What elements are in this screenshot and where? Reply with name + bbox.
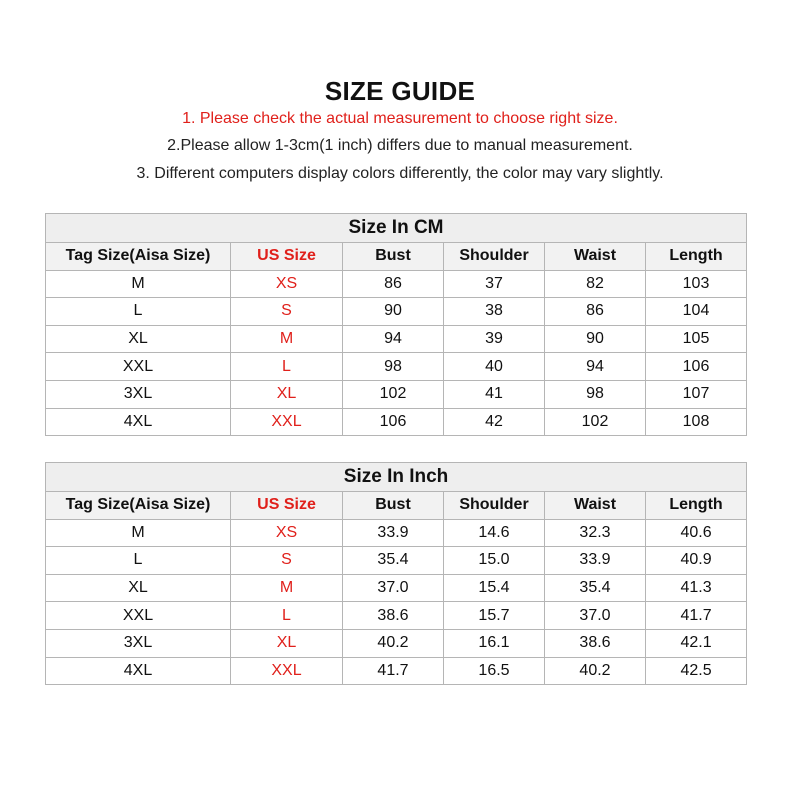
cell-us-size: S: [231, 547, 343, 575]
header-row: [46, 243, 747, 271]
cell-shoulder: 16.5: [444, 657, 545, 685]
cell-length: 41.7: [646, 602, 747, 630]
cell-us-size: M: [231, 325, 343, 353]
cell-us-size: XS: [231, 270, 343, 298]
size-table-cm: [45, 213, 747, 436]
cell-waist: 98: [545, 380, 646, 408]
cell-length: 40.9: [646, 547, 747, 575]
cell-shoulder: 39: [444, 325, 545, 353]
table-row: [46, 298, 747, 326]
table-row: [46, 602, 747, 630]
cell-bust: 98: [343, 353, 444, 381]
cell-length: 107: [646, 380, 747, 408]
cell-shoulder: 42: [444, 408, 545, 436]
cell-tag-size: XL: [46, 574, 231, 602]
column-header-shoulder: Shoulder: [444, 243, 545, 271]
note-2: 2.Please allow 1-3cm(1 inch) differs due to manual measurement.: [167, 137, 633, 154]
cell-bust: 86: [343, 270, 444, 298]
column-header-bust: Bust: [343, 243, 444, 271]
cell-shoulder: 40: [444, 353, 545, 381]
cell-shoulder: 38: [444, 298, 545, 326]
cell-us-size: XL: [231, 629, 343, 657]
table-caption: Size In CM: [46, 214, 747, 243]
cell-length: 106: [646, 353, 747, 381]
column-header-bust: Bust: [343, 492, 444, 520]
cell-bust: 106: [343, 408, 444, 436]
cell-us-size: L: [231, 353, 343, 381]
page-title: SIZE GUIDE: [324, 76, 476, 106]
cell-us-size: S: [231, 298, 343, 326]
table-row: [46, 547, 747, 575]
cell-tag-size: 4XL: [46, 657, 231, 685]
note-1: 1. Please check the actual measurement to choose right size.: [182, 110, 618, 127]
cell-shoulder: 14.6: [444, 519, 545, 547]
cell-bust: 90: [343, 298, 444, 326]
cell-us-size: M: [231, 574, 343, 602]
cell-tag-size: XL: [46, 325, 231, 353]
cell-waist: 90: [545, 325, 646, 353]
cell-bust: 94: [343, 325, 444, 353]
cell-tag-size: M: [46, 519, 231, 547]
cell-us-size: L: [231, 602, 343, 630]
cell-tag-size: L: [46, 547, 231, 575]
cell-length: 103: [646, 270, 747, 298]
column-header-us-size: US Size: [231, 492, 343, 520]
table-row: [46, 519, 747, 547]
table-row: [46, 270, 747, 298]
cell-bust: 102: [343, 380, 444, 408]
table-row: [46, 574, 747, 602]
cell-us-size: XS: [231, 519, 343, 547]
table-body: [46, 519, 747, 685]
cell-waist: 94: [545, 353, 646, 381]
cell-tag-size: 3XL: [46, 380, 231, 408]
cell-us-size: XXL: [231, 408, 343, 436]
table-row: [46, 657, 747, 685]
note-3: 3. Different computers display colors differently, the color may vary slightly.: [136, 165, 664, 182]
cell-shoulder: 16.1: [444, 629, 545, 657]
table-caption: Size In Inch: [46, 463, 747, 492]
table-row: [46, 353, 747, 381]
cell-waist: 35.4: [545, 574, 646, 602]
cell-bust: 40.2: [343, 629, 444, 657]
cell-waist: 33.9: [545, 547, 646, 575]
table-body: [46, 270, 747, 436]
cell-tag-size: L: [46, 298, 231, 326]
table-row: [46, 380, 747, 408]
table-row: [46, 629, 747, 657]
cell-bust: 41.7: [343, 657, 444, 685]
cell-tag-size: XXL: [46, 353, 231, 381]
column-header-waist: Waist: [545, 492, 646, 520]
cell-waist: 32.3: [545, 519, 646, 547]
cell-us-size: XXL: [231, 657, 343, 685]
table-row: [46, 408, 747, 436]
cell-length: 42.5: [646, 657, 747, 685]
cell-bust: 33.9: [343, 519, 444, 547]
column-header-waist: Waist: [545, 243, 646, 271]
column-header-length: Length: [646, 243, 747, 271]
cell-length: 108: [646, 408, 747, 436]
cell-tag-size: 3XL: [46, 629, 231, 657]
cell-bust: 38.6: [343, 602, 444, 630]
cell-shoulder: 15.7: [444, 602, 545, 630]
column-header-us-size: US Size: [231, 243, 343, 271]
column-header-tag-size: Tag Size(Aisa Size): [46, 492, 231, 520]
size-table-inch: [45, 462, 747, 685]
cell-waist: 38.6: [545, 629, 646, 657]
cell-length: 104: [646, 298, 747, 326]
column-header-shoulder: Shoulder: [444, 492, 545, 520]
cell-length: 40.6: [646, 519, 747, 547]
cell-tag-size: XXL: [46, 602, 231, 630]
cell-shoulder: 15.0: [444, 547, 545, 575]
cell-waist: 37.0: [545, 602, 646, 630]
cell-tag-size: M: [46, 270, 231, 298]
cell-bust: 35.4: [343, 547, 444, 575]
cell-length: 41.3: [646, 574, 747, 602]
cell-waist: 86: [545, 298, 646, 326]
cell-length: 105: [646, 325, 747, 353]
table-row: [46, 325, 747, 353]
cell-shoulder: 15.4: [444, 574, 545, 602]
cell-tag-size: 4XL: [46, 408, 231, 436]
column-header-tag-size: Tag Size(Aisa Size): [46, 243, 231, 271]
column-header-length: Length: [646, 492, 747, 520]
cell-waist: 82: [545, 270, 646, 298]
cell-us-size: XL: [231, 380, 343, 408]
cell-shoulder: 41: [444, 380, 545, 408]
cell-waist: 102: [545, 408, 646, 436]
cell-bust: 37.0: [343, 574, 444, 602]
cell-length: 42.1: [646, 629, 747, 657]
cell-shoulder: 37: [444, 270, 545, 298]
header-row: [46, 492, 747, 520]
cell-waist: 40.2: [545, 657, 646, 685]
